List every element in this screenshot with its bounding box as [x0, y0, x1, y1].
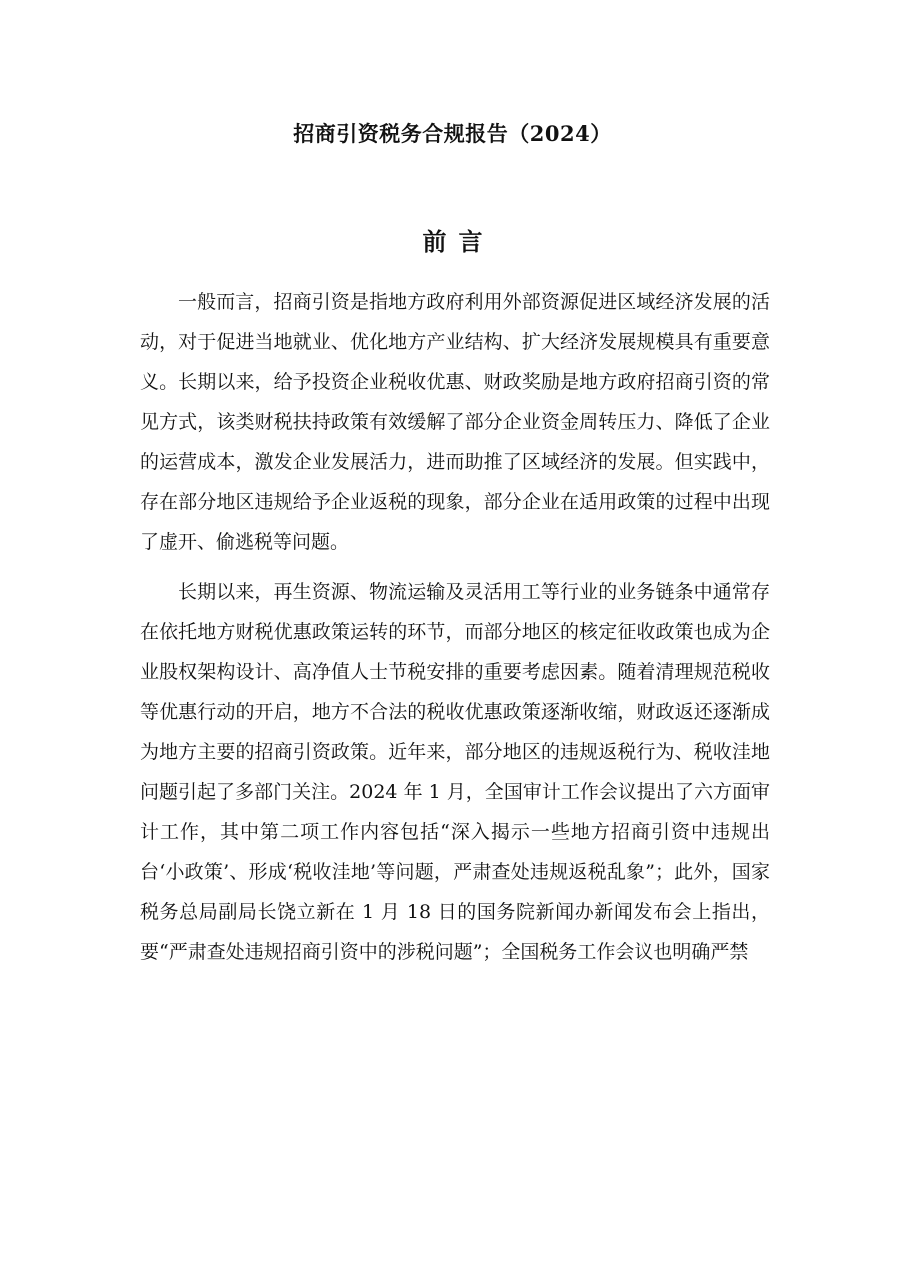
section-heading-preface: 前言: [422, 227, 495, 256]
body-paragraph: 长期以来，再生资源、物流运输及灵活用工等行业的业务链条中通常存在依托地方财税优惠政策运转的环节，而部分地区的核定征收政策也成为企业股权架构设计、高净值人士节税安排的重要考虑因素。随着清理规范税收等优惠行动的开启，地方不合法的税收优惠政策逐渐收缩，财政返还逐渐成为地方主要的招商引资政策。近年来，部分地区的违规返税行为、税收洼地问题引起了多部门关注。2024 年 1 月，全国审计工作会议提出了六方面审计工作，其中第二项工作内容包括“深入揭示一些地方招商引资中违规出台‘小政策’、形成‘税收洼地’等问题，严肃查处违规返税乱象”；此外，国家税务总局副局长饶立新在 1 月 18 日的国务院新闻办新闻发布会上指出，要“严肃查处违规招商引资中的涉税问题”；全国税务工作会议也明确严禁: [140, 581, 770, 963]
document-title: 招商引资税务合规报告（2024）: [293, 121, 612, 146]
body-paragraph: 一般而言，招商引资是指地方政府利用外部资源促进区域经济发展的活动，对于促进当地就业、优化地方产业结构、扩大经济发展规模具有重要意义。长期以来，给予投资企业税收优惠、财政奖励是地方政府招商引资的常见方式，该类财税扶持政策有效缓解了部分企业资金周转压力、降低了企业的运营成本，激发企业发展活力，进而助推了区域经济的发展。但实践中，存在部分地区违规给予企业返税的现象，部分企业在适用政策的过程中出现了虚开、偷逃税等问题。: [140, 291, 770, 553]
document-body: [140, 282, 770, 972]
